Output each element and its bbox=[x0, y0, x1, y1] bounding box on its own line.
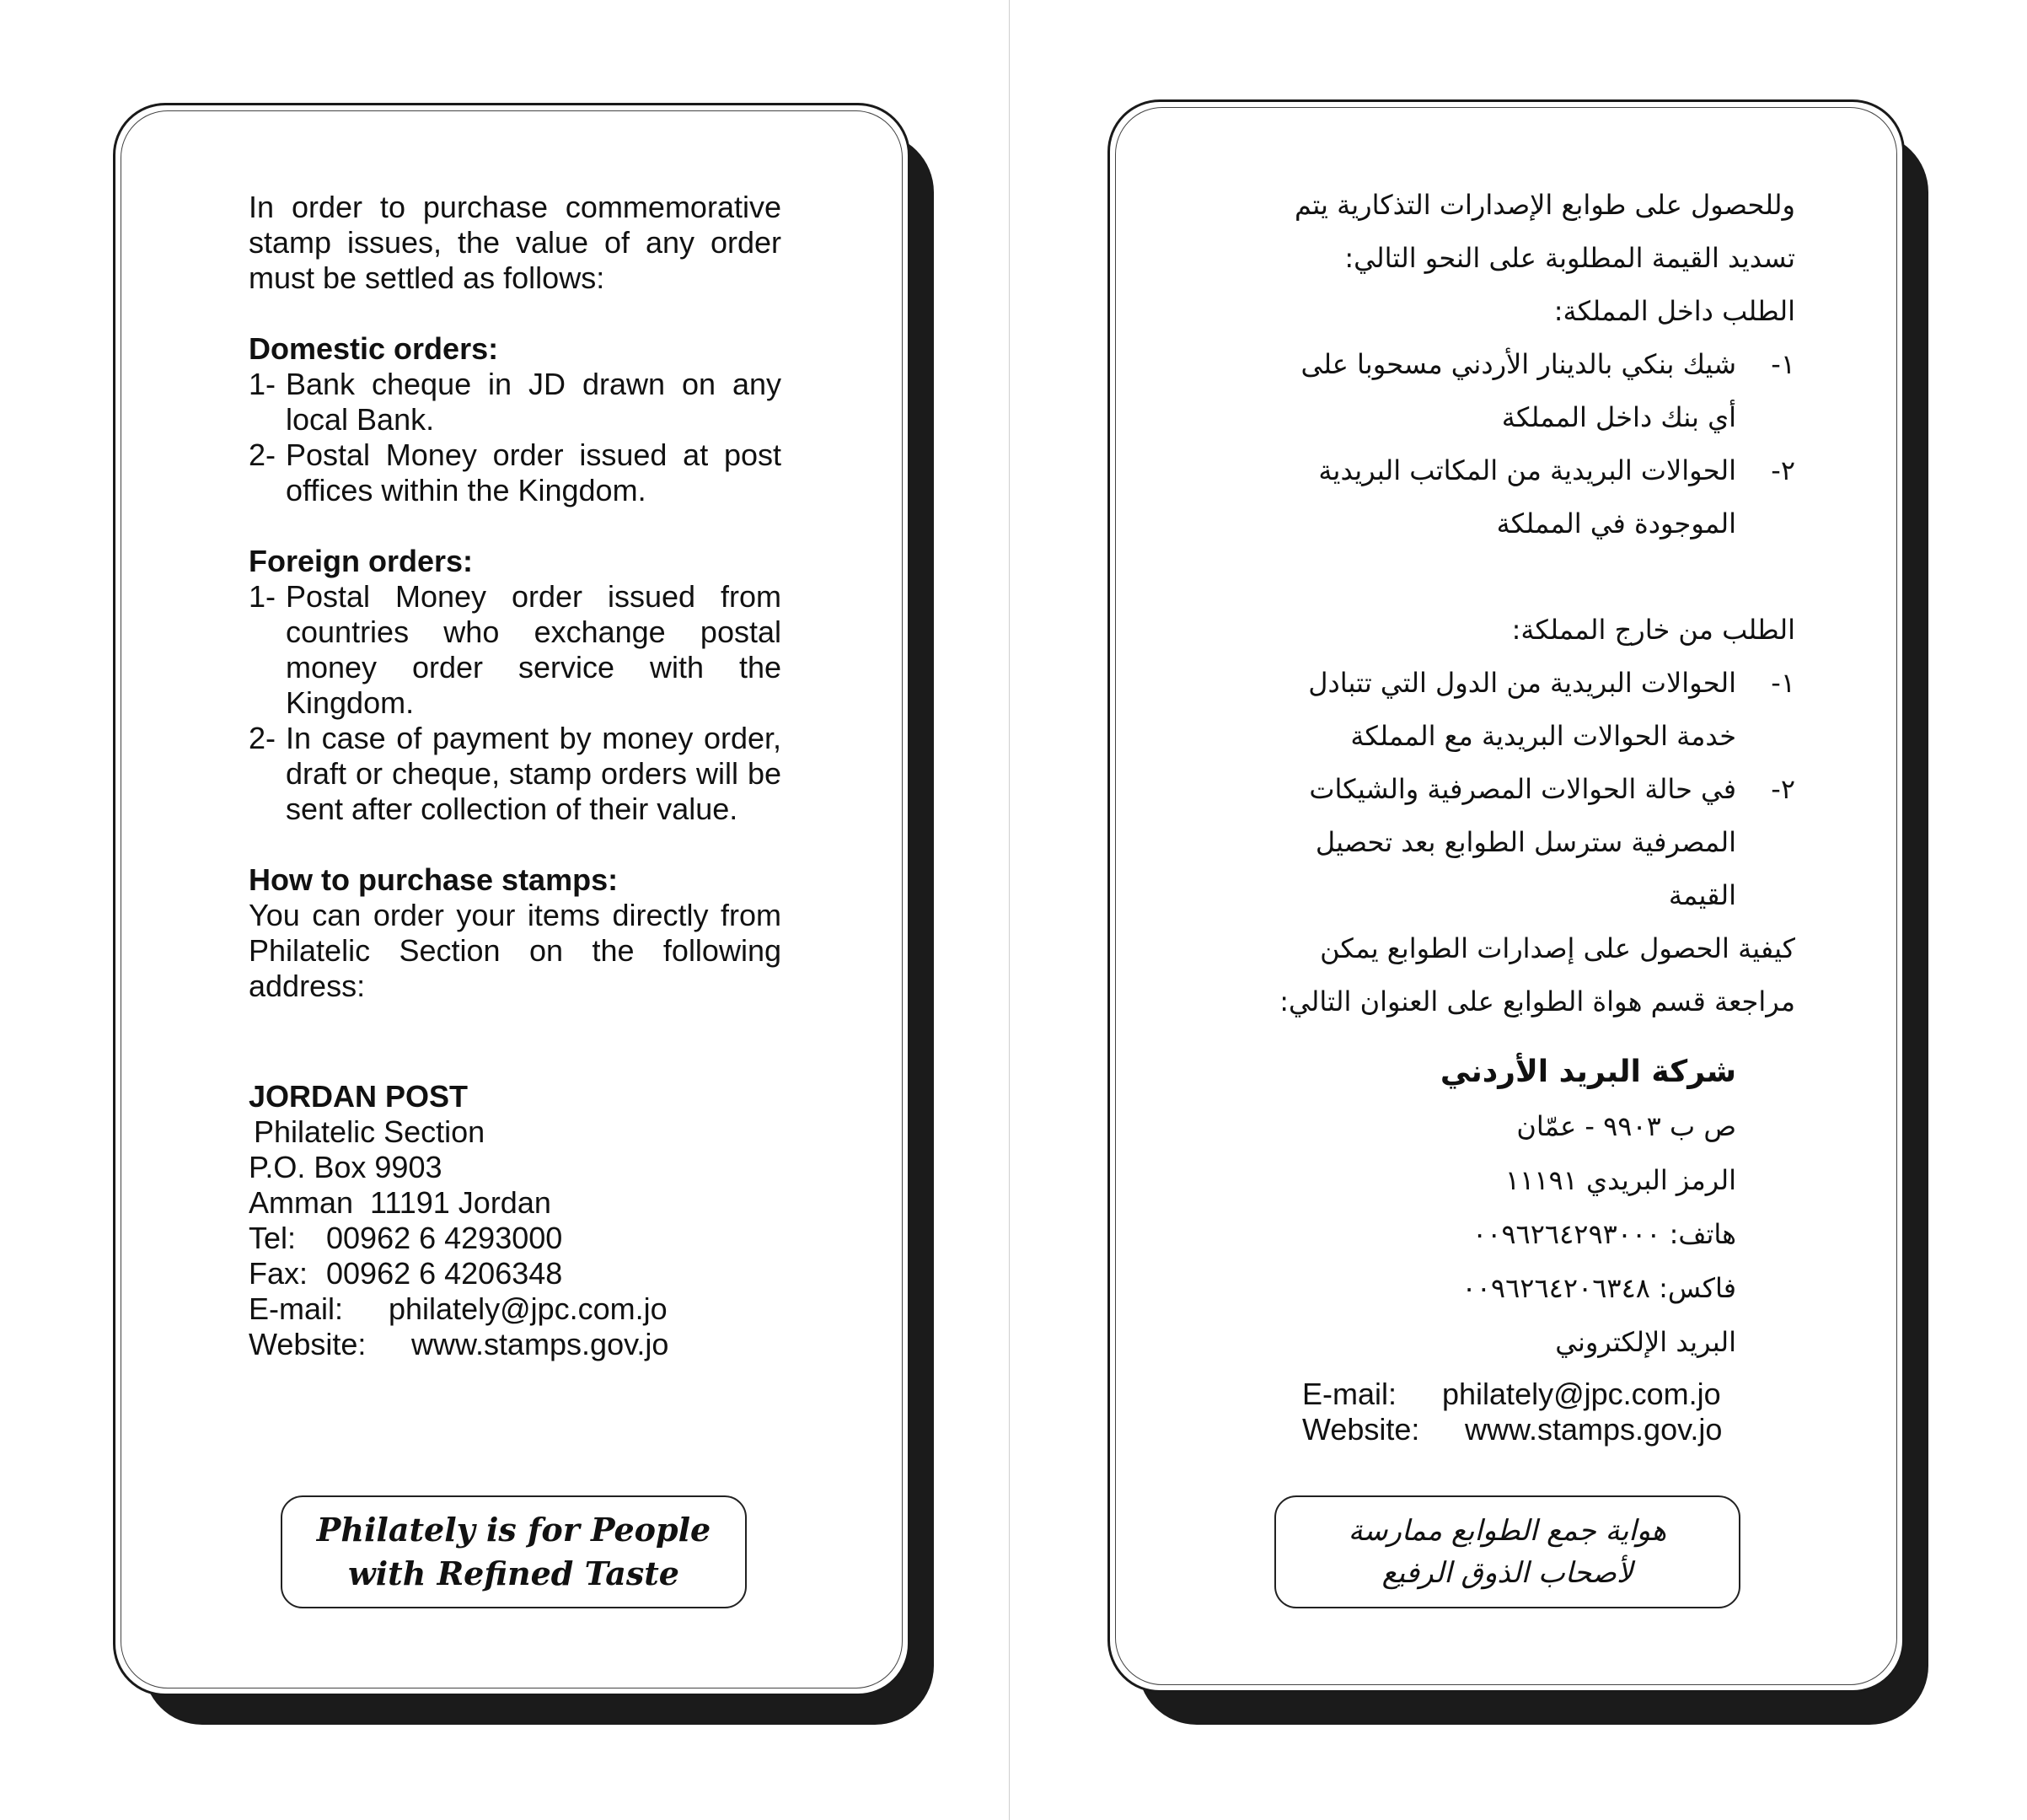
english-address bbox=[249, 1079, 668, 1362]
arabic-intro-line1: وللحصول على طوابع الإصدارات التذكارية يتم bbox=[1295, 189, 1795, 221]
english-motto-line2: with Refined Taste bbox=[348, 1554, 679, 1592]
website-link[interactable]: www.stamps.gov.jo bbox=[411, 1327, 669, 1361]
foreign-list bbox=[249, 579, 781, 827]
list-item: ٢- في حالة الحوالات المصرفية والشيكات المصرفية سترسل الطوابع بعد تحصيل القيمة bbox=[1309, 773, 1795, 911]
arabic-company: شركة البريد الأردني bbox=[1440, 1055, 1736, 1089]
arabic-pobox: ص ب ٩٩٠٣ - عمّان bbox=[1516, 1110, 1736, 1142]
how-heading: How to purchase stamps: bbox=[249, 862, 619, 897]
arabic-motto-line1: هواية جمع الطوابع ممارسة bbox=[1348, 1514, 1667, 1548]
arabic-email-heading: البريد الإلكتروني bbox=[1555, 1326, 1736, 1358]
arabic-address bbox=[1315, 1045, 1736, 1369]
arabic-domestic-heading: الطلب داخل المملكة: bbox=[1553, 295, 1795, 327]
arabic-foreign-heading: الطلب من خارج المملكة: bbox=[1511, 614, 1795, 646]
org-name: JORDAN POST bbox=[249, 1079, 469, 1114]
domestic-heading: Domestic orders: bbox=[249, 331, 499, 366]
how-text: You can order your items directly from Philatelic Section on the following address: bbox=[249, 898, 781, 1003]
fax-row: Fax: 00962 6 4206348 bbox=[249, 1256, 563, 1291]
section-name: Philatelic Section bbox=[254, 1114, 485, 1149]
arabic-fax: فاكس: ٠٠٩٦٢٦٤٢٠٦٣٤٨ bbox=[1461, 1272, 1736, 1304]
arabic-web-info bbox=[1302, 1377, 1722, 1447]
english-motto-box bbox=[281, 1495, 747, 1608]
english-instructions bbox=[249, 190, 781, 1004]
arabic-instructions bbox=[1214, 179, 1795, 1028]
domestic-list bbox=[249, 367, 781, 508]
email-row: E-mail: philately@jpc.com.jo bbox=[249, 1291, 668, 1326]
website-row: Website: www.stamps.gov.jo bbox=[1302, 1412, 1723, 1447]
pobox: P.O. Box 9903 bbox=[249, 1150, 442, 1184]
foreign-heading: Foreign orders: bbox=[249, 544, 474, 578]
arabic-motto-line2: لأصحاب الذوق الرفيع bbox=[1381, 1556, 1633, 1590]
english-intro: In order to purchase commemorative stamp issues, the value of any order must be settled as follows: bbox=[249, 190, 781, 295]
arabic-tel: هاتف: ٠٠٩٦٢٦٤٢٩٣٠٠٠ bbox=[1472, 1218, 1736, 1250]
tel-row: Tel: 00962 6 4293000 bbox=[249, 1221, 563, 1255]
list-item: 1- Postal Money order issued from countries who exchange postal money order service with the Kingdom. bbox=[249, 579, 781, 720]
arabic-motto-box bbox=[1274, 1495, 1740, 1608]
website-link[interactable]: www.stamps.gov.jo bbox=[1465, 1412, 1723, 1447]
list-item: ٢- الحوالات البريدية من المكاتب البريدية الموجودة في المملكة bbox=[1318, 454, 1795, 540]
list-item: 1- Bank cheque in JD drawn on any local Bank. bbox=[249, 367, 781, 437]
arabic-how-line1: كيفية الحصول على إصدارات الطوابع يمكن bbox=[1320, 932, 1795, 964]
list-item: 2- Postal Money order issued at post offices within the Kingdom. bbox=[249, 438, 781, 507]
list-item: ١- شيك بنكي بالدينار الأردني مسحوبا على أي بنك داخل المملكة bbox=[1300, 348, 1795, 433]
list-item: 2- In case of payment by money order, draft or cheque, stamp orders will be sent after collection of their value. bbox=[249, 721, 781, 826]
fold-line bbox=[1009, 0, 1010, 1820]
email-link[interactable]: philately@jpc.com.jo bbox=[1442, 1377, 1721, 1411]
arabic-how-line2: مراجعة قسم هواة الطوابع على العنوان التالي: bbox=[1279, 985, 1795, 1017]
arabic-postal-code: الرمز البريدي ١١١٩١ bbox=[1504, 1164, 1736, 1196]
english-motto-line1: Philately is for People bbox=[316, 1511, 711, 1549]
city: Amman 11191 Jordan bbox=[249, 1185, 551, 1220]
arabic-intro-line2: تسديد القيمة المطلوبة على النحو التالي: bbox=[1344, 242, 1795, 274]
website-row: Website: www.stamps.gov.jo bbox=[249, 1327, 669, 1361]
email-link[interactable]: philately@jpc.com.jo bbox=[389, 1291, 668, 1326]
email-row: E-mail: philately@jpc.com.jo bbox=[1302, 1377, 1721, 1411]
list-item: ١- الحوالات البريدية من الدول التي تتبادل خدمة الحوالات البريدية مع المملكة bbox=[1308, 667, 1795, 752]
